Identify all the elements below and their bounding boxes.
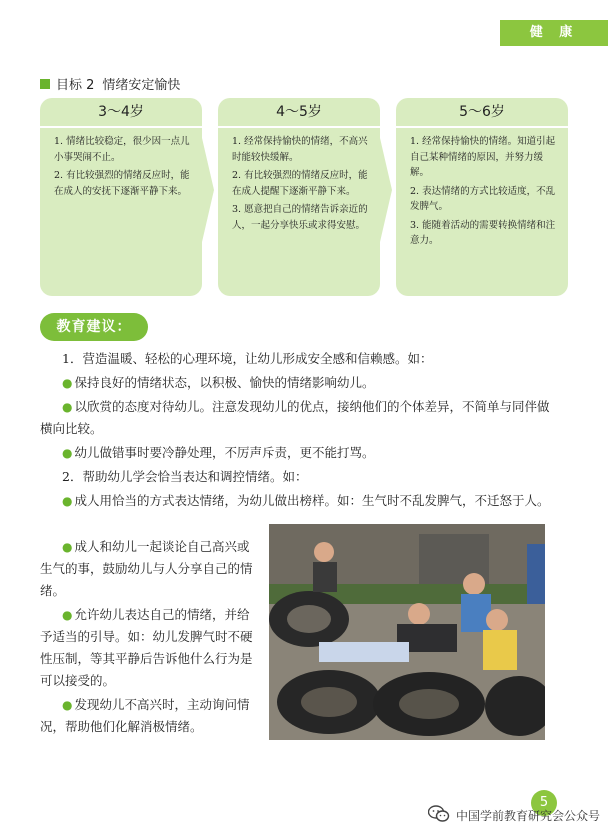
bullet-text: 成人用恰当的方式表达情绪，为幼儿做出榜样。如：生气时不乱发脾气，不迁怒于人。 [74,493,550,508]
age-item: 2. 有比较强烈的情绪反应时，能在成人的安抚下逐渐平静下来。 [54,170,190,197]
bullet-icon: ● [62,446,73,460]
advice-bullet [62,442,552,464]
advice-bullet [40,490,552,512]
watermark-text: 中国学前教育研究会公众号 [455,809,600,823]
age-label: 5～6岁 [396,98,568,128]
age-item: 3. 能随着活动的需要转换情绪和注意力。 [410,219,556,246]
age-label: 4～5岁 [218,98,380,128]
bullet-text: 幼儿做错事时要冷静处理，不厉声斥责，更不能打骂。 [74,445,375,460]
bullet-text: 成人和幼儿一起谈论自己高兴或生气的事，鼓励幼儿与人分享自己的情绪。 [40,539,253,598]
page-number: 5 [531,790,557,816]
photo-illustration [269,524,545,740]
age-item: 3. 愿意把自己的情绪告诉亲近的人，一起分享快乐或求得安慰。 [232,204,368,231]
watermark [428,805,600,826]
age-row [40,98,568,296]
bullet-icon: ● [62,540,73,554]
age-items [396,134,568,249]
age-box-4-5 [218,98,380,296]
age-items [40,134,202,199]
age-item: 2. 有比较强烈的情绪反应时，能在成人提醒下逐渐平静下来。 [232,170,368,197]
advice-point-1: 1．营造温暖、轻松的心理环境，让幼儿形成安全感和信赖感。如： [62,351,433,366]
goal-name: 情绪安定愉快 [102,78,181,93]
goal-square-icon [40,79,50,89]
bullet-icon: ● [62,494,73,508]
bullet-icon: ● [62,698,73,712]
bullet-icon: ● [62,608,73,622]
advice-point-2: 2．帮助幼儿学会恰当表达和调控情绪。如： [62,469,308,484]
bullet-text: 允许幼儿表达自己的情绪，并给予适当的引导。如：幼儿发脾气时不硬性压制，等其平静后告诉他什么行为是可以接受的。 [40,607,253,688]
advice-heading: 教育建议： [40,313,148,341]
bullet-icon: ● [62,376,73,390]
goal-number: 目标 2 [56,78,95,93]
age-box-3-4 [40,98,202,296]
bullet-text: 以欣赏的态度对待幼儿。注意发现幼儿的优点，接纳他们的个体差异，不简单与同伴做横向比较。 [40,399,550,436]
age-item: 2. 表达情绪的方式比较适度，不乱发脾气。 [410,185,556,212]
advice-bullet [40,694,260,738]
advice-bullet [40,396,552,440]
advice-bullet [40,604,260,692]
advice-bullet [40,536,260,602]
bullet-text: 发现幼儿不高兴时，主动询问情况，帮助他们化解消极情绪。 [40,697,250,734]
age-label: 3～4岁 [40,98,202,128]
goal-title [40,74,180,93]
age-item: 1. 经常保持愉快的情绪，不高兴时能较快缓解。 [232,136,368,163]
age-item: 1. 情绪比较稳定，很少因一点儿小事哭闹不止。 [54,136,190,163]
age-item: 1. 经常保持愉快的情绪。知道引起自己某种情绪的原因，并努力缓解。 [410,136,556,178]
advice-bullet [62,372,552,394]
wechat-icon [428,805,450,826]
children-tires-photo [269,524,545,740]
section-tab: 健 康 [500,20,608,46]
age-box-5-6 [396,98,568,296]
age-items [218,134,380,233]
arrow-icon [202,138,214,242]
arrow-icon [380,138,392,242]
bullet-icon: ● [62,400,73,414]
bullet-text: 保持良好的情绪状态，以积极、愉快的情绪影响幼儿。 [74,375,375,390]
